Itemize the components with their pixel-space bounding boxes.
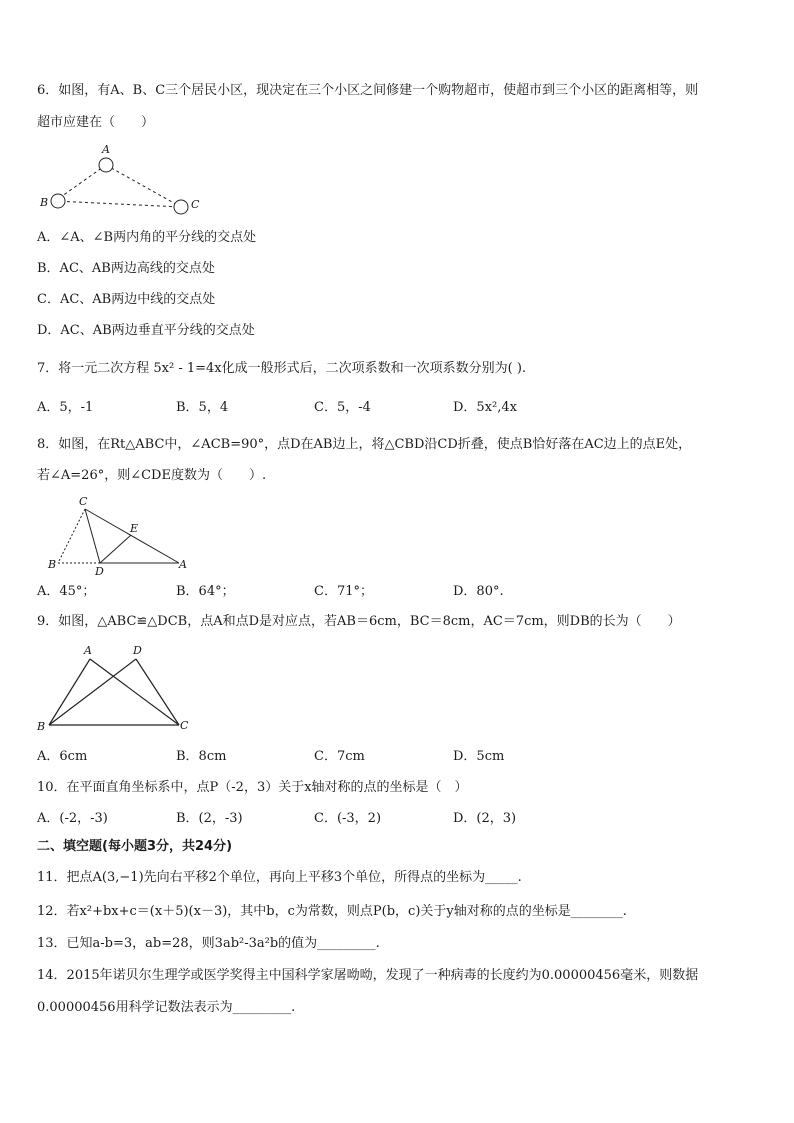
q9-option-d: D．5cm bbox=[453, 749, 505, 764]
q7-stem: 7．将一元二次方程 5x² - 1=4x化成一般形式后，二次项系数和一次项系数分别为( ). bbox=[37, 361, 527, 376]
q10-option-c: C．(-3，2) bbox=[314, 811, 382, 826]
q8-label-d: D bbox=[95, 565, 104, 578]
q6-option-b: B．AC、AB两边高线的交点处 bbox=[37, 261, 215, 276]
q7-option-a: A．5，-1 bbox=[37, 400, 94, 415]
q8-stem-line2: 若∠A=26°，则∠CDE度数为（ ）. bbox=[37, 468, 267, 483]
q7-option-b: B．5，4 bbox=[176, 400, 229, 415]
q6-stem-line1: 6．如图，有A、B、C三个居民小区，现决定在三个小区之间修建一个购物超市，使超市到三个小区的距离相等，则 bbox=[37, 83, 699, 98]
section-fill-in-blank-heading: 二、填空题(每小题3分，共24分) bbox=[37, 839, 233, 854]
q11-stem: 11．把点A(3,−1)先向右平移2个单位，再向上平移3个单位，所得点的坐标为_____. bbox=[37, 870, 522, 885]
q6-community-c bbox=[174, 200, 188, 214]
q6-option-a: A．∠A、∠B两内角的平分线的交点处 bbox=[37, 230, 257, 245]
q10-option-b: B．(2，-3) bbox=[176, 811, 243, 826]
q8-option-a: A．45°； bbox=[37, 584, 96, 599]
q9-label-b: B bbox=[37, 720, 46, 733]
q6-option-c: C．AC、AB两边中线的交点处 bbox=[37, 292, 216, 307]
q6-label-a: A bbox=[102, 143, 110, 156]
q8-label-a: A bbox=[179, 558, 187, 571]
q6-stem-line2: 超市应建在（ ） bbox=[37, 115, 155, 130]
q6-label-b: B bbox=[40, 196, 49, 209]
q9-figure bbox=[35, 640, 205, 735]
q9-option-c: C．7cm bbox=[314, 749, 365, 764]
q6-label-c: C bbox=[191, 198, 200, 211]
q9-option-b: B．8cm bbox=[176, 749, 227, 764]
q6-community-b bbox=[51, 194, 65, 208]
q8-option-b: B．64°； bbox=[176, 584, 235, 599]
q10-option-d: D．(2，3) bbox=[453, 811, 517, 826]
q9-option-a: A．6cm bbox=[37, 749, 88, 764]
q9-stem: 9．如图，△ABC≌△DCB，点A和点D是对应点，若AB＝6cm，BC＝8cm，AC＝7cm，则DB的长为（ ） bbox=[37, 614, 681, 629]
q8-label-c: C bbox=[79, 495, 88, 508]
q14-stem-line2: 0.00000456用科学记数法表示为_________. bbox=[37, 1000, 296, 1015]
q6-community-a bbox=[99, 158, 113, 172]
q9-label-c: C bbox=[180, 719, 189, 732]
q10-option-a: A．(-2，-3) bbox=[37, 811, 108, 826]
q9-label-d: D bbox=[133, 644, 142, 657]
q6-figure bbox=[38, 140, 218, 220]
q12-stem: 12．若x²+bx+c＝(x＋5)(x－3)，其中b，c为常数，则点P(b，c)关于y轴对称的点的坐标是________. bbox=[37, 904, 627, 919]
q6-option-d: D．AC、AB两边垂直平分线的交点处 bbox=[37, 323, 255, 338]
q9-label-a: A bbox=[84, 644, 92, 657]
q8-figure bbox=[38, 495, 198, 580]
q8-label-b: B bbox=[48, 558, 57, 571]
q7-option-d: D．5x²,4x bbox=[453, 400, 517, 415]
q8-option-c: C．71°； bbox=[314, 584, 373, 599]
q8-stem-line1: 8．如图，在Rt△ABC中，∠ACB=90°，点D在AB边上，将△CBD沿CD折叠，使点B恰好落在AC边上的点E处， bbox=[37, 437, 692, 452]
q8-option-d: D．80°. bbox=[453, 584, 504, 599]
q13-stem: 13．已知a-b=3，ab=28，则3ab²-3a²b的值为_________. bbox=[37, 936, 380, 951]
q7-option-c: C．5，-4 bbox=[314, 400, 371, 415]
q14-stem-line1: 14．2015年诺贝尔生理学或医学奖得主中国科学家屠呦呦，发现了一种病毒的长度约为0.00000456毫米，则数据 bbox=[37, 968, 699, 983]
q10-stem: 10．在平面直角坐标系中，点P（-2，3）关于x轴对称的点的坐标是（ ） bbox=[37, 780, 468, 795]
q8-label-e: E bbox=[130, 522, 139, 535]
